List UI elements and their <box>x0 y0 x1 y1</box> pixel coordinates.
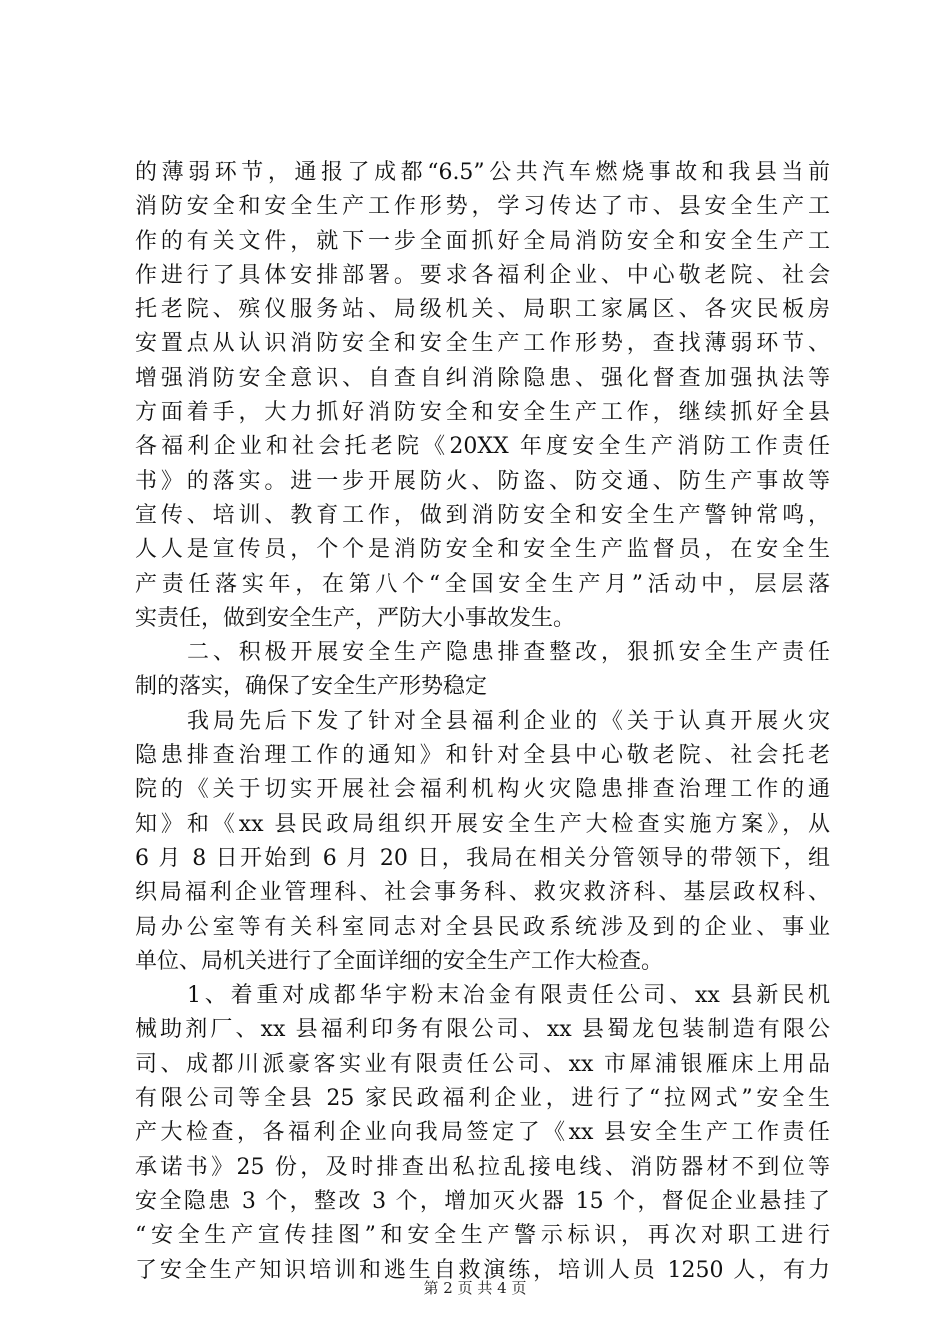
text-line: 作进行了具体安排部署。要求各福利企业、中心敬老院、社会 <box>135 262 830 288</box>
text-line: 消防安全和安全生产工作形势，学习传达了市、县安全生产工 <box>135 194 830 220</box>
document-body <box>135 156 830 1288</box>
text-line: 产责任落实年，在第八个“全国安全生产月”活动中，层层落 <box>135 571 830 597</box>
text-line: 增强消防安全意识、自查自纠消除隐患、强化督查加强执法等 <box>135 365 830 391</box>
text-line: 书》的落实。进一步开展防火、防盗、防交通、防生产事故等 <box>135 468 830 494</box>
text-line: 院的《关于切实开展社会福利机构火灾隐患排查治理工作的通 <box>135 777 830 803</box>
text-line: 械助剂厂、xx 县福利印务有限公司、xx 县蜀龙包装制造有限公 <box>135 1017 830 1043</box>
text-line: 单位、局机关进行了全面详细的安全生产工作大检查。 <box>135 948 664 974</box>
text-line: 托老院、殡仪服务站、局级机关、局职工家属区、各灾民板房 <box>135 297 830 323</box>
section-heading-line: 制的落实，确保了安全生产形势稳定 <box>135 674 488 700</box>
text-line: 各福利企业和社会托老院《20XX 年度安全生产消防工作责任 <box>135 434 830 460</box>
text-line: 司、成都川派豪客实业有限责任公司、xx 市犀浦银雁床上用品 <box>135 1051 830 1077</box>
text-line: 1、着重对成都华宇粉末冶金有限责任公司、xx 县新民机 <box>187 983 830 1009</box>
text-line: 织局福利企业管理科、社会事务科、救灾救济科、基层政权科、 <box>135 880 830 906</box>
text-line: 6 月 8 日开始到 6 月 20 日，我局在相关分管领导的带领下，组 <box>135 845 830 871</box>
text-line: 隐患排查治理工作的通知》和针对全县中心敬老院、社会托老 <box>135 743 830 769</box>
text-line: 宣传、培训、教育工作，做到消防安全和安全生产警钟常鸣， <box>135 502 830 528</box>
text-line: 方面着手，大力抓好消防安全和安全生产工作，继续抓好全县 <box>135 400 830 426</box>
text-line: 安全隐患 3 个，整改 3 个，增加灭火器 15 个，督促企业悬挂了 <box>135 1188 830 1214</box>
text-line: 知》和《xx 县民政局组织开展安全生产大检查实施方案》，从 <box>135 811 830 837</box>
text-line: 我局先后下发了针对全县福利企业的《关于认真开展火灾 <box>187 708 830 734</box>
page-number-footer: 第 2 页 共 4 页 <box>423 1279 527 1297</box>
text-line: 有限公司等全县 25 家民政福利企业，进行了“拉网式”安全生 <box>135 1086 830 1112</box>
section-heading-line: 二、积极开展安全生产隐患排查整改，狠抓安全生产责任 <box>187 640 830 666</box>
text-line: 承诺书》25 份，及时排查出私拉乱接电线、消防器材不到位等 <box>135 1154 830 1180</box>
text-line: 了安全生产知识培训和逃生自救演练，培训人员 1250 人，有力 <box>135 1257 830 1283</box>
text-line: “安全生产宣传挂图”和安全生产警示标识，再次对职工进行 <box>135 1223 830 1249</box>
text-line: 产大检查，各福利企业向我局签定了《xx 县安全生产工作责任 <box>135 1120 830 1146</box>
text-line: 实责任，做到安全生产，严防大小事故发生。 <box>135 605 576 631</box>
text-line: 人人是宣传员，个个是消防安全和安全生产监督员，在安全生 <box>135 537 830 563</box>
text-line: 安置点从认识消防安全和安全生产工作形势，查找薄弱环节、 <box>135 331 830 357</box>
text-line: 作的有关文件，就下一步全面抓好全局消防安全和安全生产工 <box>135 228 830 254</box>
text-line: 局办公室等有关科室同志对全县民政系统涉及到的企业、事业 <box>135 914 830 940</box>
text-line: 的薄弱环节，通报了成都“6.5”公共汽车燃烧事故和我县当前 <box>135 160 830 185</box>
